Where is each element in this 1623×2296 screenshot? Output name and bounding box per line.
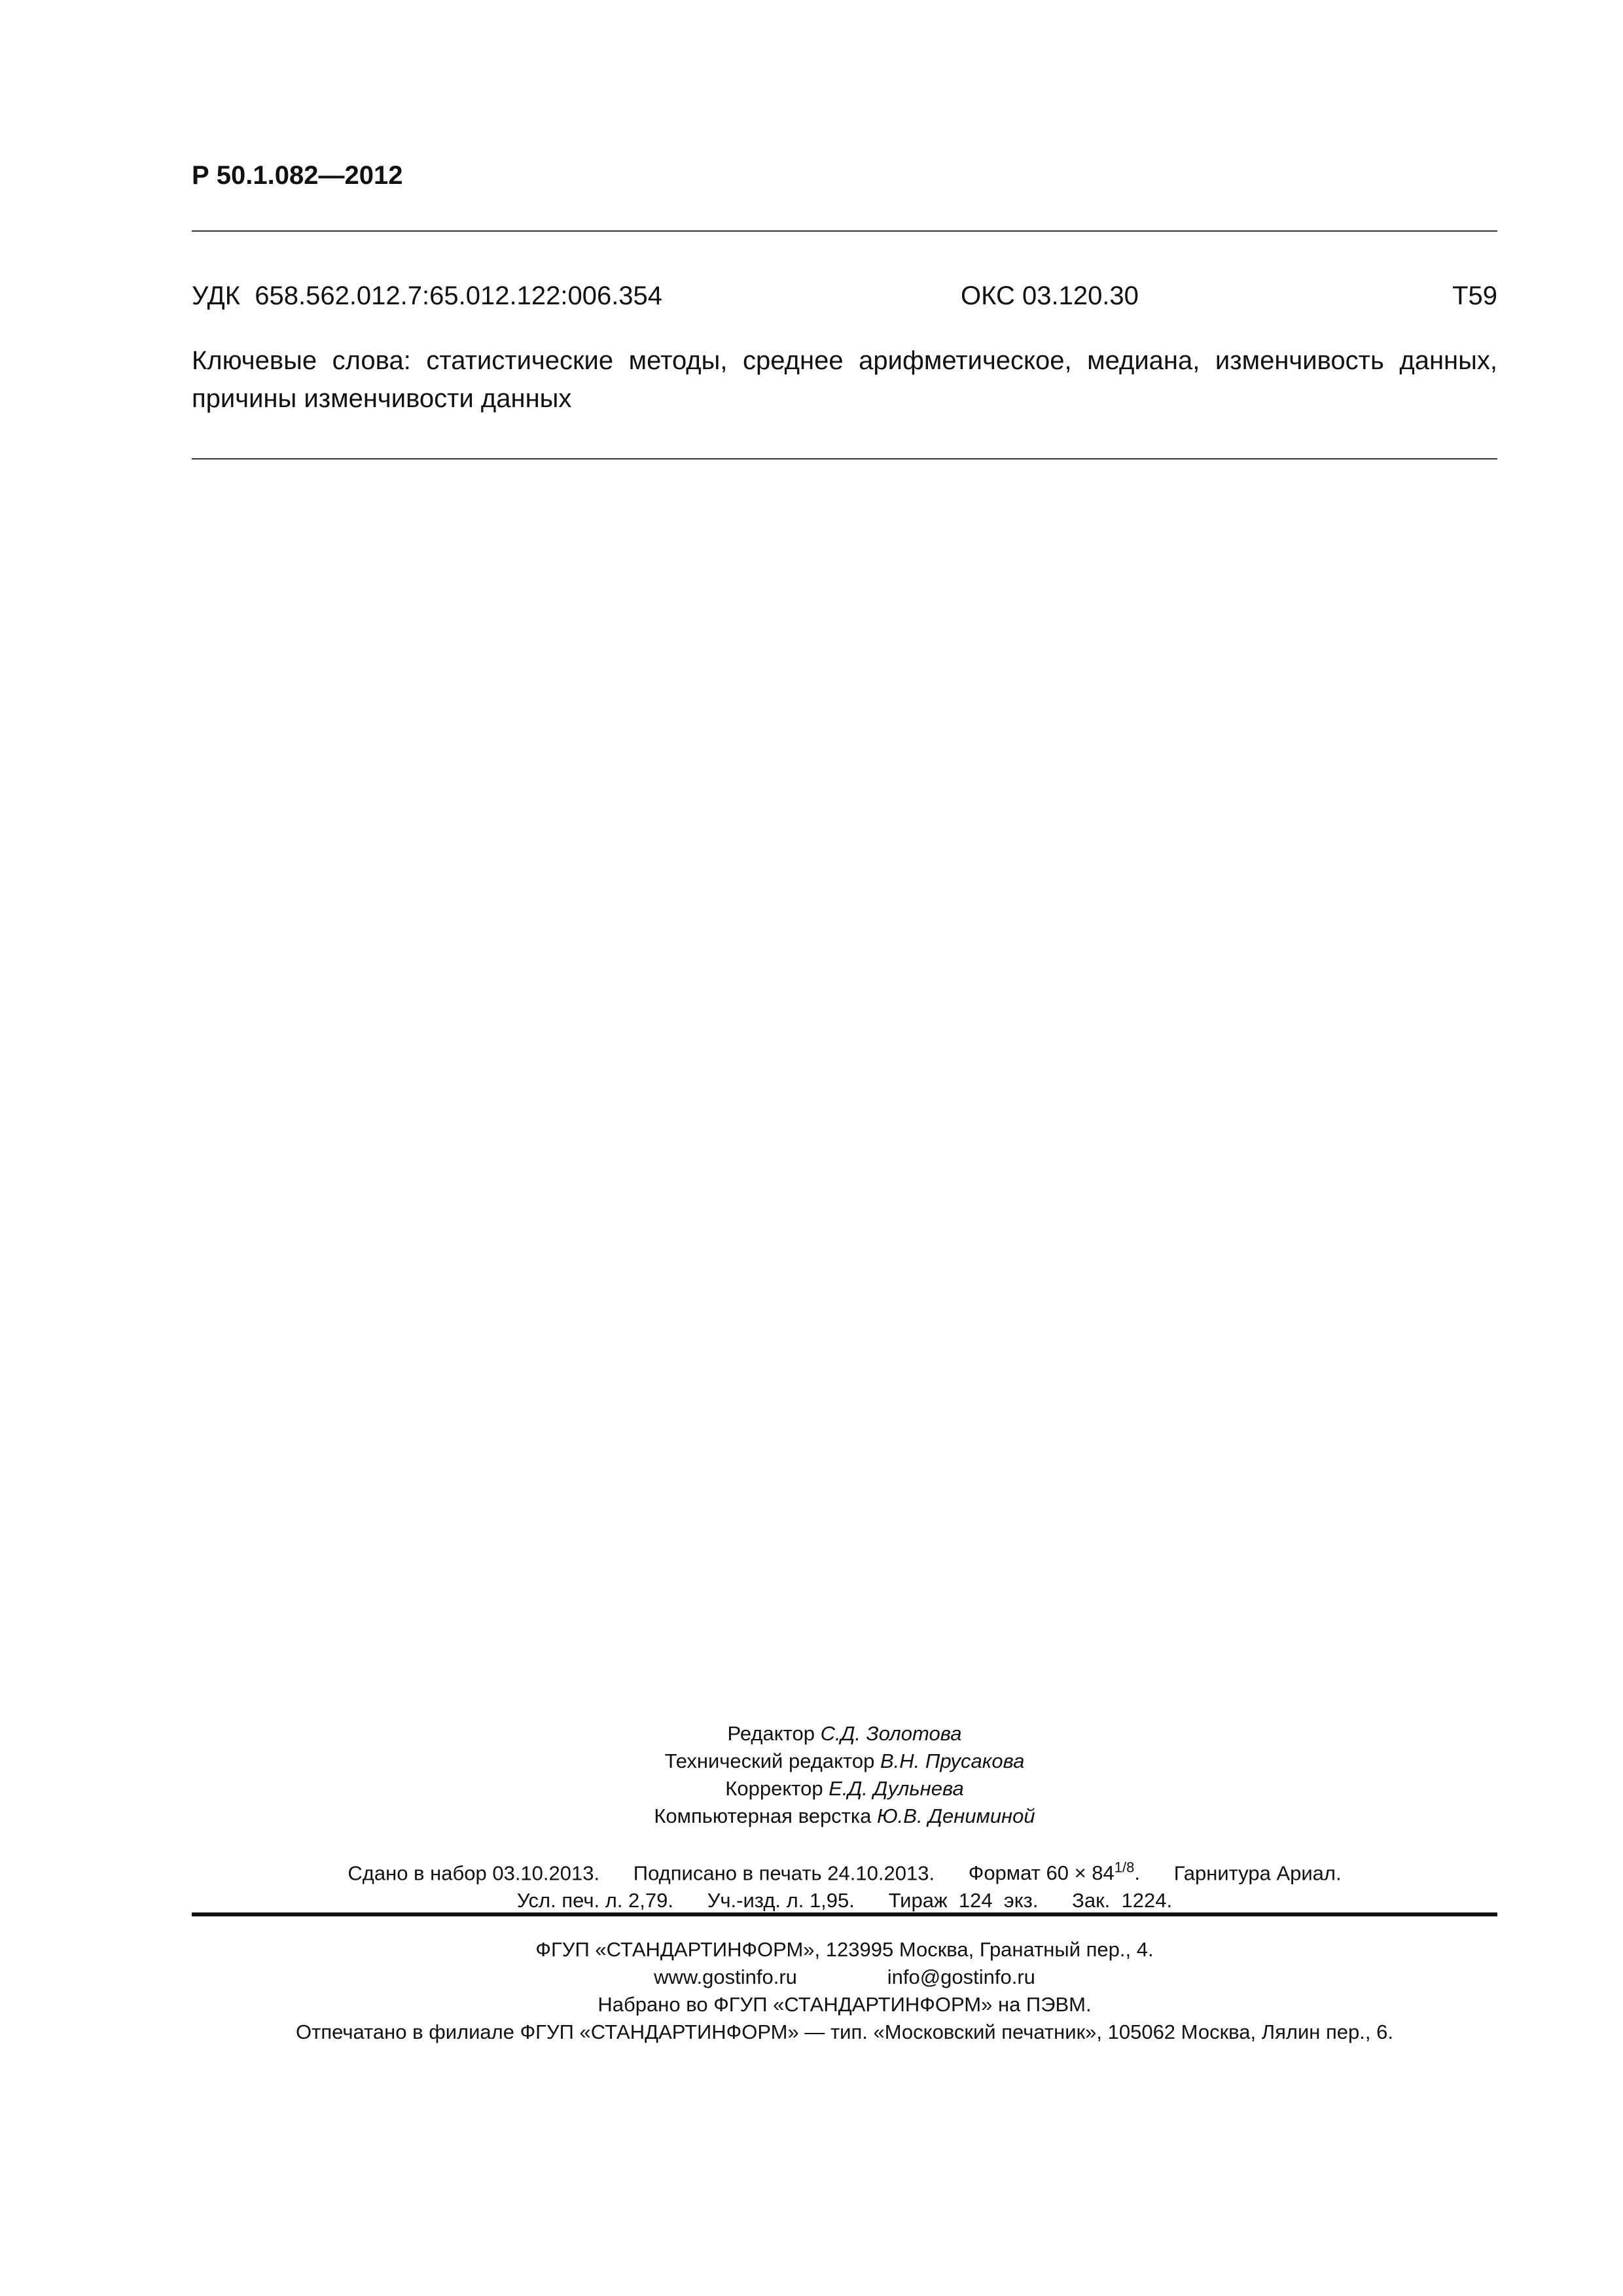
document-code: Р 50.1.082—2012 (192, 161, 403, 190)
imprint-block (192, 1854, 1497, 1914)
group-code: Т59 (1452, 281, 1497, 310)
keywords (192, 342, 1497, 418)
credit-layout: Компьютерная верстка Ю.В. Дениминой (654, 1804, 1035, 1827)
signed-date: Подписано в печать 24.10.2013. (633, 1861, 935, 1885)
keywords-line-2: причины изменчивости данных (192, 384, 572, 413)
credit-editor: Редактор С.Д. Золотова (727, 1722, 962, 1745)
circulation: Тираж 124 экз. (888, 1889, 1039, 1912)
imprint-line-2 (192, 1887, 1497, 1914)
order-number: Зак. 1224. (1072, 1889, 1173, 1912)
header-divider (192, 230, 1497, 232)
udc-code: УДК 658.562.012.7:65.012.122:006.354 (192, 281, 663, 310)
classification-row (192, 281, 1497, 315)
oks-code: ОКС 03.120.30 (961, 281, 1139, 310)
publisher-footer (192, 1936, 1497, 2046)
imprint-line-1 (192, 1854, 1497, 1887)
submitted-date: Сдано в набор 03.10.2013. (348, 1861, 600, 1885)
credit-tech-editor: Технический редактор В.Н. Прусакова (664, 1749, 1025, 1772)
printed-note: Отпечатано в филиале ФГУП «СТАНДАРТИНФОРМ» — тип. «Московский печатник», 105062 Москва, Лялин пер., 6. (296, 2020, 1393, 2043)
format: Формат $60 \times 84^{1/8}$. (968, 1859, 1140, 1885)
website-link[interactable]: www.gostinfo.ru (654, 1965, 797, 1988)
publisher-address: ФГУП «СТАНДАРТИНФОРМ», 123995 Москва, Гранатный пер., 4. (535, 1938, 1154, 1961)
typeface: Гарнитура Ариал. (1173, 1861, 1342, 1885)
print-sheets: Усл. печ. л. 2,79. (516, 1889, 673, 1912)
keywords-divider (192, 458, 1497, 459)
email-link[interactable]: info@gostinfo.ru (887, 1965, 1035, 1988)
publication-sheets: Уч.-изд. л. 1,95. (707, 1889, 855, 1912)
contact-line (192, 1964, 1497, 1991)
footer-divider (192, 1912, 1497, 1916)
keywords-line-1: Ключевые слова: статистические методы, среднее арифметическое, медиана, изменчивость данных, (192, 346, 1497, 375)
typeset-note: Набрано во ФГУП «СТАНДАРТИНФОРМ» на ПЭВМ. (597, 1993, 1092, 2016)
credit-proofreader: Корректор Е.Д. Дульнева (725, 1777, 964, 1800)
credits-block (192, 1720, 1497, 1830)
